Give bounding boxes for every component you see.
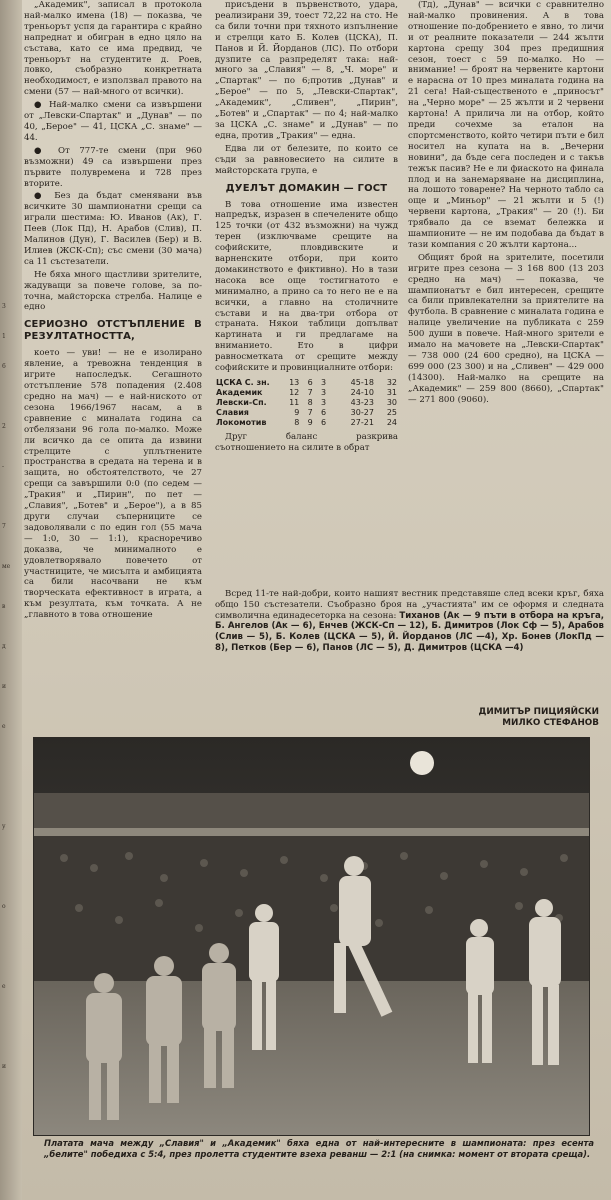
table-cell-l: 24-10	[350, 388, 374, 397]
gutter-fragment: е	[2, 983, 6, 990]
stand-upper	[34, 793, 589, 828]
football-match-photo	[33, 737, 590, 1136]
column-2	[215, 0, 398, 585]
gutter-fragment: 2	[2, 423, 6, 430]
paragraph: В това отношение има известен напредък, изразен в спечелените общо 125 точки (от 432 възможни) на чужд терен (изключваме срещите на софийските, пловдивските и варненските отбори, при които домакинството е фиктивно). Но в тази насока все още тостигнатото е минимално, а прино са то него не е на всички, а главно на столичните състави и на два-три отбора от страната. Някои таблици допълват картината и ги предлагаме на вниманието. Ето в цифри равносметката от срещите между софийските и провинциалните отбори:	[215, 199, 398, 374]
paragraph: (Тд), „Дунав" — всички с сравнително най-малко провинения. А в това отношение по-добрението е явно, то личи и от реалните показатели — 244 жълти картона срещу 304 през предишния сезон, тоест с 59 по-малко. Но — внимание! — броят на червените картони е нарасна от 10 през миналата година на 21 сега! Най-същественото е „приносът" на „Черно море" — 25 жълти и 2 червени картона! А прилича ли на отбор, който преди сочехме за еталон на спортсменството, който четири пъти е бил носител на купата на в. „Вечерни новини", да бъде сега последен и с такъв тежък пасив? Не е ли фиаското на финала плод и на занемаряване на дисциплина, на лошото товарене? На черното табло са още и „Миньор" — 21 жълти и 5 (!) червени картона, „Тракия" — 20 (!). Би трябвало да се вземат бележка и шампионите — не им подобава да бъдат в тази компания с 20 жълти картона...	[408, 0, 604, 250]
table-row	[215, 388, 398, 398]
paragraph: ● Най-малко смени са извършени от „Левски-Спартак" и „Дунав" — по 40, „Берое" — 41, ЦСКА „С. знаме" — 44.	[24, 100, 202, 143]
table-cell-l: 27-21	[350, 418, 374, 427]
paragraph: ● От 777-те смени (при 960 възможни) 49 са извършени през първите полувремена и 728 през вторите.	[24, 145, 202, 189]
author-name: МИЛКО СТЕФАНОВ	[502, 718, 599, 728]
table-cell-pts: 25	[386, 408, 397, 417]
standings-table	[215, 378, 398, 428]
summary-players: Тиханов (Ак — 9 пъти в отбора на кръга, Б. Ангелов (Ак — 6), Енчев (ЖСК-Сп — 12), Б. Димитров (Лок Сф — 5), Арабов (Слив — 5), Б. Колев (ЦСКА — 5), Й. Йорданов (ЛС —4), Хр. Бонев (ЛокПд — 8), Петков (Бер — 6), Панов (ЛС — 5), Д. Димитров (ЦСКА —4)	[215, 610, 604, 653]
table-cell-p: 11	[289, 398, 300, 407]
table-cell-pts: 32	[386, 378, 397, 387]
table-cell-w: 6	[307, 378, 313, 387]
table-cell-l: 43-23	[350, 398, 374, 407]
gutter-fragment: -	[2, 463, 5, 470]
column-1	[24, 0, 202, 747]
table-cell-w: 9	[307, 418, 313, 427]
paragraph: Общият брой на зрителите, посетили игрите през сезона — 3 168 800 (13 203 средно на мач) — показва, че шампионатът е бил интересен, срещите са били привлекателни за приятелите на футбола. В сравнение с миналата година е налице увеличение на публиката с 259 500 души в повече. Най-много зрители е имало на мачовете на „Левски-Спартак" — 738 000 (24 600 средно), на ЦСКА — 699 000 (23 300) и на „Сливен" — 429 000 (14300). Най-малко на срещите на „Академик" — 259 800 (8660), „Спартак" — 271 800 (9060).	[408, 252, 604, 405]
paragraph: Не бяха много щастливи зрителите, жадуващи за повече голове, за по-точна, майсторска стрелба. Налице е едно	[24, 269, 202, 313]
paragraph: присъдени в първенството, удара, реализирани 39, тоест 72,22 на сто. Не са били точни при тяхното изпълнение и стрелци като Б. Колев (ЦСКА), П. Панов и Й. Йорданов (ЛС). По отбори дузпите са разпределят така: най-много за „Славия" — 8, „Ч. море" и „Спартак" — по 6;против „Дунав" и „Берое" — по 5, „Левски-Спартак", „Академик", „Сливен", „Пирин", „Ботев" и „Спартак" — по 4; най-малко за ЦСКА „С. знаме" и „Дунав" — по една, против „Тракия" — една.	[215, 0, 398, 141]
table-cell-d: 3	[321, 378, 327, 387]
gutter-fragment: 6	[2, 363, 6, 370]
table-cell-d: 6	[321, 408, 327, 417]
table-cell-team: Левски-Сп.	[216, 398, 267, 407]
gutter-fragment: в	[2, 603, 6, 610]
gutter-fragment: о	[2, 903, 6, 910]
gutter-fragment: у	[2, 823, 6, 830]
gutter-fragment: 1	[2, 333, 6, 340]
gutter-fragment: д	[2, 643, 6, 650]
table-cell-p: 12	[289, 388, 300, 397]
paragraph: Друг баланс разкрива съотношението на силите в обрат	[215, 432, 398, 453]
gutter-fragment: и	[2, 683, 6, 690]
table-row	[215, 398, 398, 408]
table-cell-team: Академик	[216, 388, 263, 397]
table-cell-pts: 24	[386, 418, 397, 427]
table-cell-d: 3	[321, 388, 327, 397]
table-cell-pts: 31	[386, 388, 397, 397]
gutter-fragment: е	[2, 723, 6, 730]
photo-caption: Платата мача между „Славия" и „Академик" бяха една от най-интересните в шампионата: през есента „белите" победиха с 5:4, през пролетта студентите взеха реванш — 2:1 (на снимка: момент от втората среща).	[44, 1138, 594, 1159]
table-cell-w: 7	[307, 408, 313, 417]
left-gutter	[0, 0, 22, 1200]
column-3	[408, 0, 604, 585]
byline	[359, 707, 599, 729]
table-cell-team: ЦСКА С. зн.	[216, 378, 270, 387]
table-row	[215, 408, 398, 418]
photo-illustration	[34, 738, 589, 1135]
table-cell-p: 8	[294, 418, 300, 427]
table-cell-team: Славия	[216, 408, 249, 417]
ball	[410, 751, 434, 775]
table-cell-w: 7	[307, 388, 313, 397]
table-cell-l: 45-18	[350, 378, 374, 387]
table-cell-p: 13	[289, 378, 300, 387]
paragraph: което — уви! — не е изолирано явление, а тревожна тенденция в игрите напоследък. Сегашното отстъпление 578 попадения (2.408 средно на мач) — е най-ниското от сезона 1966/1967 насам, а в сравнение с миналата година са отбелязани 96 гола по-малко. Може ли всичко да се опита да извини стрелците с уплътнените пространства в средата на терена и в защита, но обстоятелството, че 27 срещи са завършили 0:0 (по седем — „Тракия" и „Пирин", по пет — „Славия", „Ботев" и „Берое"), а в 85 други случаи съперниците се задоволявали с по един гол (55 мача — 1:0, 30 — 1:1), красноречиво доказва, че минималното е удовлетворявало повечето от участниците, че мисълта и амбицията са били насочвани не към творческата ефективност в играта, а към резултата, към точката. А не „главното в това отношение	[24, 348, 202, 621]
paragraph: ● Без да бъдат сменявани във всичките 30 шампионатни срещи са играли шестима: Ю. Иванов (Ак), Г. Пеев (Лок Пд), Н. Арабов (Слив), П. Малинов (Дун), Г. Василев (Бер) и В. Илиев (ЖСК-Сп); със смени (30 мача) са 11 състезатели.	[24, 191, 202, 267]
gutter-fragment: и	[2, 1063, 6, 1070]
gutter-fragment: ме	[2, 563, 11, 570]
table-cell-w: 8	[307, 398, 313, 407]
table-cell-pts: 30	[386, 398, 397, 407]
crowd	[34, 836, 589, 981]
table-cell-team: Локомотив	[216, 418, 267, 427]
gutter-fragment: 7	[2, 523, 6, 530]
author-name: ДИМИТЪР ПИЦИЯЙСКИ	[478, 707, 599, 717]
paragraph: Едва ли от белезите, по които се съди за равновесието на силите в майсторската група, е	[215, 143, 398, 176]
stand-rail	[34, 828, 589, 836]
summary-text: Всред 11-те най-добри, които нашият вестник представяше след всеки кръг, бяха общо 150 състезатели. Съобразно броя на „участията" им се оформя и следната символична единадесеторка на сезона:	[215, 589, 604, 621]
paragraph: „Академик", записал в протокола най-малко имена (18) — показва, че треньорът успя да гарантира с крайно напреднат и обигран в едно цяло на състава, като се има предвид, че треньорът на студентите д. Роев, ловко, съобразно конкретната необходимост, е използвал правото на смени (57 — най-много от всички).	[24, 0, 202, 98]
symbolic-eleven	[215, 589, 604, 707]
table-cell-l: 30-27	[350, 408, 374, 417]
table-row	[215, 378, 398, 388]
table-cell-d: 3	[321, 398, 327, 407]
table-cell-p: 9	[294, 408, 300, 417]
gutter-fragment: 3	[2, 303, 6, 310]
table-cell-d: 6	[321, 418, 327, 427]
section-heading: СЕРИОЗНО ОТСТЪПЛЕНИЕ В РЕЗУЛТАТНОСТТА,	[24, 319, 202, 343]
table-row	[215, 418, 398, 428]
section-heading: ДУЕЛЪТ ДОМАКИН — ГОСТ	[225, 182, 388, 194]
